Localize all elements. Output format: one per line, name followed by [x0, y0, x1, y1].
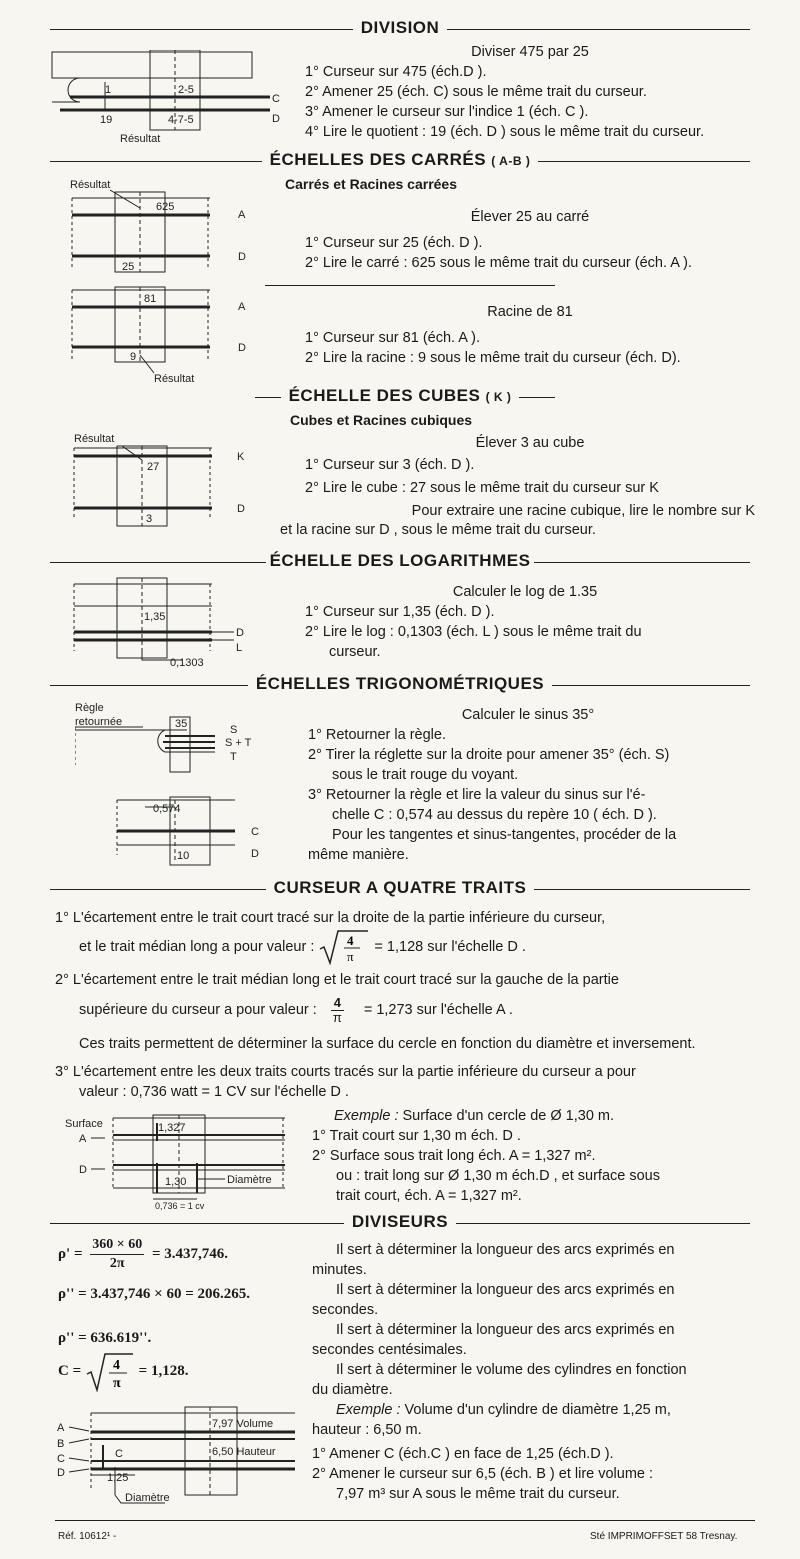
- t3a: Il sert à déterminer la longueur des arcs exprimés en: [336, 1322, 675, 1338]
- footer-printer: Sté IMPRIMOFFSET 58 Tresnay.: [590, 1531, 738, 1542]
- division-step-4: 4° Lire le quotient : 19 (éch. D ) sous le même trait du curseur.: [305, 124, 705, 140]
- div-l1: 1: [105, 84, 112, 96]
- section-curseur-header: [0, 878, 800, 899]
- trig-sc-c: C: [251, 826, 259, 838]
- carres-tag: ( A-B ): [491, 154, 531, 168]
- carres1-top: 625: [156, 201, 175, 213]
- div-e1: 1° Amener C (éch.C ) en face de 1,25 (éch.D ).: [312, 1446, 614, 1462]
- cubes-diagram: [72, 430, 262, 530]
- curseur-d: D: [79, 1164, 87, 1176]
- section-title: DIVISEURS: [344, 1212, 456, 1232]
- carres-divider: [265, 285, 555, 286]
- section-title: DIVISION: [353, 18, 448, 38]
- sqrt1-num: 4: [347, 933, 354, 949]
- division-step-1: 1° Curseur sur 475 (éch.D ).: [305, 64, 487, 80]
- carres-title: ÉCHELLES DES CARRÉS: [269, 150, 487, 169]
- curseur-p3: Ces traits permettent de déterminer la surface du cercle en fonction du diamètre et inversement.: [79, 1036, 696, 1052]
- curseur-e3: ou : trait long sur Ø 1,30 m éch.D , et surface sous: [336, 1168, 660, 1184]
- section-division-header: [0, 18, 800, 39]
- footer-rule: [55, 1520, 755, 1521]
- curseur-e1: 1° Trait court sur 1,30 m éch. D .: [312, 1128, 521, 1144]
- carres-ex2-step-2: 2° Lire la racine : 9 sous le même trait du curseur (éch. D).: [305, 350, 681, 366]
- cubes-note-2-wrap: [280, 520, 755, 540]
- section-title: [281, 386, 520, 407]
- curseur-e4: trait court, éch. A = 1,327 m².: [336, 1188, 522, 1204]
- carres1-bot: 25: [122, 261, 135, 273]
- trig-step-3b: chelle C : 0,574 au dessus du repère 10 ( éch. D ).: [332, 807, 657, 823]
- div-scale-d: D: [272, 113, 280, 125]
- carres1-result: Résultat: [70, 179, 111, 191]
- logs-diagram: [72, 576, 262, 676]
- carres-diagram-1: [70, 178, 260, 278]
- carres2-bot: 9: [130, 351, 137, 363]
- t2a: Il sert à déterminer la longueur des arcs exprimés en: [336, 1282, 675, 1298]
- carres2-result: Résultat: [154, 373, 195, 385]
- curseur-p1b: et le trait médian long a pour valeur :: [79, 939, 315, 955]
- dd-a: A: [57, 1422, 65, 1434]
- logs-text: [305, 582, 745, 662]
- trig-step-4b: même manière.: [308, 847, 409, 863]
- division-heading: Diviser 475 par 25: [471, 44, 589, 60]
- carres-subtitle: Carrés et Racines carrées: [285, 176, 458, 192]
- m2: ρ'' = 3.437,746 × 60 = 206.265.: [58, 1286, 251, 1302]
- cubes-heading: Élever 3 au cube: [475, 435, 585, 451]
- curseur-diagram: [65, 1113, 295, 1213]
- dd-d1: 1,25: [107, 1472, 129, 1484]
- carres-ex1-text: [305, 207, 755, 273]
- section-logs-header: [0, 551, 800, 572]
- dd-diam: Diamètre: [125, 1492, 170, 1504]
- section-title: ÉCHELLES TRIGONOMÉTRIQUES: [248, 674, 552, 694]
- m1d: 2π: [109, 1256, 125, 1272]
- trig-step-1: 1° Retourner la règle.: [308, 727, 446, 743]
- cubes-result: Résultat: [74, 433, 115, 445]
- curseur-p4a: 3° L'écartement entre les deux traits courts tracés sur la partie inférieure du curseur a pour: [55, 1064, 636, 1080]
- trig-heading: Calculer le sinus 35°: [461, 707, 595, 723]
- trig-regle-1: Règle: [75, 702, 104, 714]
- trig-step-3a: 3° Retourner la règle et lire la valeur du sinus sur l'é-: [308, 787, 646, 803]
- carres-ex2-heading: Racine de 81: [487, 304, 573, 320]
- cubes-step-2: 2° Lire le cube : 27 sous le même trait du curseur sur K: [305, 480, 659, 496]
- cubes-note-2: et la racine sur D , sous le même trait du curseur.: [280, 522, 596, 538]
- div-e2b: 7,97 m³ sur A sous le même trait du curseur.: [336, 1486, 620, 1502]
- cubes-tag: ( K ): [485, 390, 512, 404]
- logs-step-2b: curseur.: [329, 644, 381, 660]
- carres-ex2-text: [305, 302, 755, 368]
- math-c: [58, 1348, 188, 1394]
- cubes-title: ÉCHELLE DES CUBES: [288, 386, 481, 405]
- sqrt2-num: 4: [112, 1357, 120, 1373]
- carres2-sc-d: D: [238, 342, 246, 354]
- section-title: CURSEUR A QUATRE TRAITS: [266, 878, 535, 898]
- logs-sc-d: D: [236, 627, 244, 639]
- logs-bot: 0,1303: [170, 657, 204, 669]
- m1r: = 3.437,746.: [151, 1246, 229, 1262]
- trig-35: 35: [175, 718, 188, 730]
- t4b: du diamètre.: [312, 1382, 393, 1398]
- dd-c: C: [57, 1453, 65, 1465]
- m1a: ρ' =: [58, 1246, 83, 1262]
- trig-sc-d: D: [251, 848, 259, 860]
- logs-top: 1,35: [144, 611, 166, 623]
- dd-b: B: [57, 1438, 65, 1450]
- carres1-sc-d: D: [238, 251, 246, 263]
- m3: ρ'' = 636.619''.: [58, 1330, 152, 1346]
- division-step-3: 3° Amener le curseur sur l'indice 1 (éch. C ).: [305, 104, 589, 120]
- section-title: ÉCHELLE DES LOGARITHMES: [266, 551, 535, 571]
- section-diviseurs-header: [0, 1212, 800, 1233]
- section-title: [262, 150, 539, 171]
- cubes-bot: 3: [146, 513, 153, 525]
- cubes-top: 27: [147, 461, 160, 473]
- cubes-text: [305, 433, 755, 521]
- t1a: Il sert à déterminer la longueur des arcs exprimés en: [336, 1242, 675, 1258]
- carres-ex2-step-1: 1° Curseur sur 81 (éch. A ).: [305, 330, 481, 346]
- curseur-ex-label: Exemple :: [334, 1108, 399, 1124]
- cubes-step-1: 1° Curseur sur 3 (éch. D ).: [305, 457, 475, 473]
- logs-step-1: 1° Curseur sur 1,35 (éch. D ).: [305, 604, 495, 620]
- curseur-ex-text: Surface d'un cercle de Ø 1,30 m.: [402, 1108, 615, 1124]
- t4a: Il sert à déterminer le volume des cylindres en fonction: [336, 1362, 687, 1378]
- diviseurs-diagram: [55, 1405, 305, 1510]
- dd-d: D: [57, 1467, 65, 1479]
- trig-t: T: [230, 751, 237, 763]
- trig-diagram-1: [75, 700, 275, 775]
- div-l4: 4-7-5: [168, 114, 194, 126]
- trig-regle-2: retournée: [75, 716, 123, 728]
- trig-step-2b: sous le trait rouge du voyant.: [332, 767, 519, 783]
- trig-text: [308, 705, 748, 865]
- trig-v: 0,574: [153, 803, 181, 815]
- curseur-p2a: 2° L'écartement entre le trait médian long et le trait court tracé sur la gauche de la partie: [55, 972, 619, 988]
- division-step-2: 2° Amener 25 (éch. C) sous le même trait du curseur.: [305, 84, 647, 100]
- carres2-top: 81: [144, 293, 157, 305]
- trig-s: S: [230, 724, 238, 736]
- fraction-icon: [331, 996, 344, 1025]
- diviseurs-text: [312, 1240, 744, 1504]
- carres2-sc-a: A: [238, 301, 246, 313]
- div-l3: 19: [100, 114, 113, 126]
- curseur-p2b: supérieure du curseur a pour valeur :: [79, 1002, 317, 1018]
- carres-diagram-2: [70, 285, 260, 385]
- trig-step-4a: Pour les tangentes et sinus-tangentes, procéder de la: [332, 827, 677, 843]
- t2b: secondes.: [312, 1302, 379, 1318]
- m4r: = 1,128.: [138, 1363, 189, 1379]
- trig-st: S + T: [225, 737, 252, 749]
- div-result: Résultat: [120, 133, 161, 145]
- m1n: 360 × 60: [90, 1236, 144, 1255]
- frac2-num: 4: [331, 996, 344, 1011]
- curseur-text: [55, 908, 755, 1102]
- cubes-subtitle: Cubes et Racines cubiques: [290, 412, 473, 428]
- trig-10: 10: [177, 850, 190, 862]
- sqrt2-den: π: [112, 1375, 121, 1391]
- t3b: secondes centésimales.: [312, 1342, 467, 1358]
- trig-diagram-2: [115, 795, 275, 870]
- curseur-cv: 0,736 = 1 cv: [155, 1201, 205, 1211]
- cubes-sc-d: D: [237, 503, 245, 515]
- section-trig-header: [0, 674, 800, 695]
- curseur-p1a: 1° L'écartement entre le trait court tracé sur la droite de la partie inférieure du curseur,: [55, 910, 606, 926]
- sqrt1-den: π: [347, 949, 354, 965]
- div-ex-label: Exemple :: [336, 1402, 401, 1418]
- sqrt2-icon: [85, 1352, 135, 1392]
- footer-ref: Réf. 10612¹ -: [58, 1531, 117, 1542]
- cubes-sc-k: K: [237, 451, 245, 463]
- div-scale-c: C: [272, 93, 280, 105]
- carres1-sc-a: A: [238, 209, 246, 221]
- curseur-p2b-line: [55, 990, 755, 1030]
- curseur-e2: 2° Surface sous trait long éch. A = 1,327 m².: [312, 1148, 596, 1164]
- division-text: [305, 42, 755, 142]
- section-cubes-header: [0, 386, 800, 407]
- div-l2: 2-5: [178, 84, 194, 96]
- curseur-diam: Diamètre: [227, 1174, 272, 1186]
- curseur-p1b-line: [55, 928, 755, 966]
- logs-sc-l: L: [236, 642, 243, 654]
- curseur-a: A: [79, 1133, 87, 1145]
- math-rho1: [58, 1232, 228, 1276]
- dd-hau: 6,50 Hauteur: [212, 1446, 276, 1458]
- curseur-p1c: = 1,128 sur l'échelle D .: [374, 939, 526, 955]
- curseur-surface: Surface: [65, 1118, 103, 1130]
- curseur-example: [312, 1106, 752, 1206]
- div-e2a: 2° Amener le curseur sur 6,5 (éch. B ) et lire volume :: [312, 1466, 654, 1482]
- frac2-den: π: [332, 1009, 342, 1025]
- section-carres-header: [0, 150, 800, 171]
- dd-vol: 7,97 Volume: [212, 1418, 274, 1430]
- curseur-p4b: valeur : 0,736 watt = 1 CV sur l'échelle D .: [79, 1084, 349, 1100]
- carres-ex1-step-2: 2° Lire le carré : 625 sous le même trait du curseur (éch. A ).: [305, 255, 692, 271]
- m4a: C =: [58, 1363, 82, 1379]
- dd-cl: C: [115, 1448, 123, 1460]
- div-ex-b: hauteur : 6,50 m.: [312, 1422, 422, 1438]
- curseur-v2: 1,30: [165, 1176, 187, 1188]
- carres-ex1-heading: Élever 25 au carré: [470, 209, 590, 225]
- t1b: minutes.: [312, 1262, 367, 1278]
- div-ex-a: Volume d'un cylindre de diamètre 1,25 m,: [404, 1402, 671, 1418]
- curseur-v1: 1,327: [158, 1122, 186, 1134]
- division-diagram: [50, 50, 290, 145]
- sqrt-icon: [318, 928, 370, 966]
- cubes-note-1: Pour extraire une racine cubique, lire le nombre sur K: [411, 503, 755, 519]
- curseur-p2c: = 1,273 sur l'échelle A .: [363, 1002, 513, 1018]
- logs-heading: Calculer le log de 1.35: [452, 584, 598, 600]
- logs-step-2: 2° Lire le log : 0,1303 (éch. L ) sous le même trait du: [305, 624, 642, 640]
- carres-ex1-step-1: 1° Curseur sur 25 (éch. D ).: [305, 235, 483, 251]
- trig-step-2a: 2° Tirer la réglette sur la droite pour amener 35° (éch. S): [308, 747, 670, 763]
